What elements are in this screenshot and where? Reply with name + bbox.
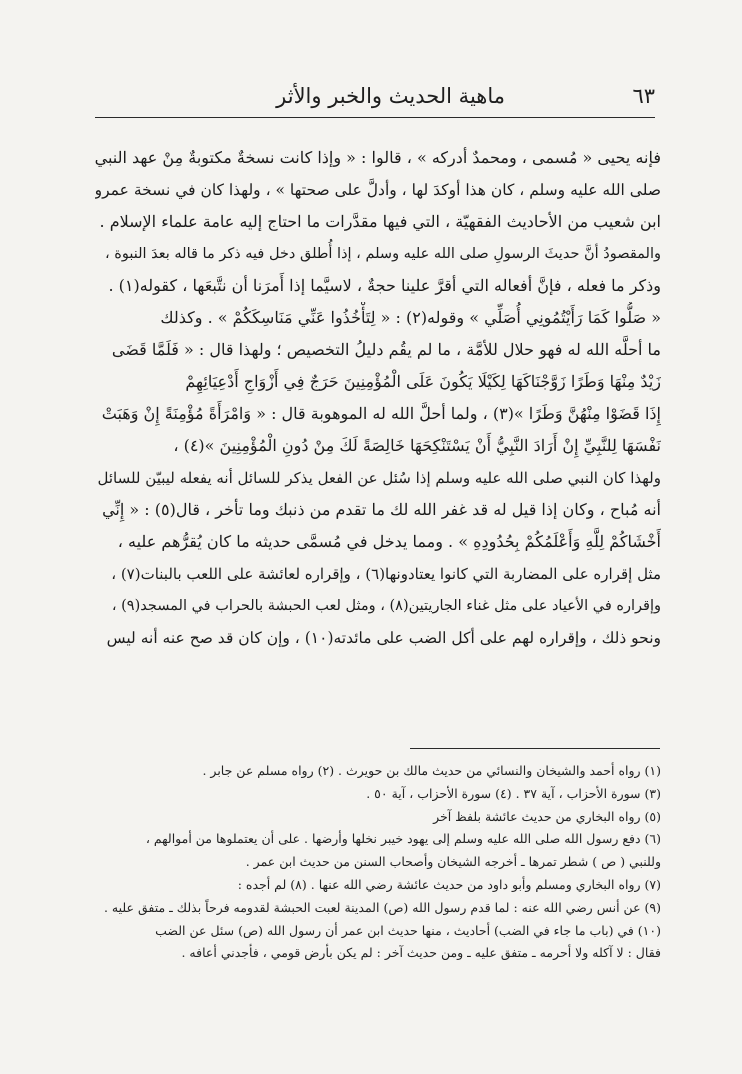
main-text — [95, 142, 661, 654]
body-line: نَفْسَهَا لِلنَّبِيِّ إِنْ أَرَادَ النَّبِيُّ أَنْ يَسْتَنْكِحَهَا خَالِصَةً لَكَ مِنْ دُونِ الْمُؤْمِنِينَ »(٤) ، — [173, 436, 661, 455]
footnote-line: (١٠) في (باب ما جاء في الضب) أحاديث ، منها حديث ابن عمر أن رسول الله (ص) سئل عن الضب — [155, 922, 661, 938]
running-header — [95, 78, 655, 116]
header-divider — [95, 117, 655, 118]
body-line: صلى الله عليه وسلم ، كان هذا أوكدَ لها ، وأدلَّ على صحتها » ، ولهذا كان في نسخة عمرو — [95, 181, 661, 199]
body-line: ولهذا كان النبي صلى الله عليه وسلم إذا سُئل عن الفعل يذكر للسائل أنه يفعله ليبيّن للسائل — [97, 469, 661, 487]
footnote-line: فقال : لا آكله ولا أحرمه ـ متفق عليه ـ ومن حديث آخر : لم يكن بأرض قومي ، فأجدني أعافه . — [181, 945, 661, 961]
footnote-line: (٧) رواه البخاري ومسلم وأبو داود من حديث عائشة رضي الله عنها . (٨) لم أجده : — [237, 876, 661, 892]
body-line: زَيْدٌ مِنْهَا وَطَرًا زَوَّجْنَاكَهَا لِكَيْلَا يَكُونَ عَلَى الْمُؤْمِنِينَ حَرَجٌ فِي أَزْوَاجِ أَدْعِيَائِهِمْ — [185, 372, 661, 391]
running-title: ماهية الحديث والخبر والأثر — [276, 84, 505, 108]
body-line: فإنه يحيى « مُسمى ، ومحمدٌ أدركه » ، قالوا : « وإذا كانت نسخةٌ مكتوبةٌ مِنْ عهد النبي — [95, 148, 661, 167]
footnote-line: (٩) عن أنس رضي الله عنه : لما قدم رسول الله (ص) المدينة لعبت الحبشة لقدومه فرحاً بذلك ـ متفق عليه . — [103, 899, 661, 915]
body-line: إِذَا قَضَوْا مِنْهُنَّ وَطَرًا »(٣) ، ولما أحلَّ الله له الموهوبة قال : « وَامْرَأَةً مُؤْمِنَةً إِنْ وَهَبَتْ — [101, 404, 661, 423]
body-line: وذكر ما فعله ، فإنَّ أفعاله التي أقرَّ علينا حجةٌ ، لاسيَّما إذا أَمرَنا أن نتَّبعَها ، كقوله(١) . — [108, 276, 661, 295]
footnote-line: وللنبي ( ص ) شطر تمرها ـ أخرجه الشيخان وأصحاب السنن من حديث ابن عمر . — [245, 854, 661, 870]
footnote-line: (٥) رواه البخاري من حديث عائشة بلفظ آخر — [433, 808, 661, 824]
body-line: مثل إقراره على المضاربة التي كانوا يعتادونها(٦) ، وإقراره لعائشة على اللعب بالبنات(٧) ، — [111, 565, 661, 583]
body-line: ابن شعيب من الأحاديث الفقهيّة ، التي فيها مقدَّرات ما احتاج إليه عامة علماء الإسلام . — [99, 212, 661, 231]
footnote-line: (٦) دفع رسول الله صلى الله عليه وسلم إلى يهود خيبر نخلها وأرضها . على أن يعتملوها من أموالهم ، — [145, 831, 661, 847]
body-line: أنه مُباح ، وكان إذا قيل له قد غفر الله لك ما تقدم من ذنبك وما تأخر ، قال(٥) : « إِنِّي — [102, 500, 661, 519]
body-line: وإقراره في الأعياد على مثل غناء الجاريتين(٨) ، ومثل لعب الحبشة بالحراب في المسجد(٩) ، — [111, 598, 661, 614]
body-line: والمقصودُ أنَّ حديثَ الرسولِ صلى الله عليه وسلم ، إذا أُطلق دخل فيه ذكر ما قاله بعدَ النبوة ، — [104, 246, 661, 262]
body-line: ونحو ذلك ، وإقراره لهم على أكل الضب على مائدته(١٠) ، وإن كان قد صح عنه أنه ليس — [106, 629, 661, 647]
body-line: ما أحلَّه الله له فهو حلال للأمَّة ، ما لم يقُم دليلُ التخصيص ؛ ولهذا قال : « فَلَمَّا قَضَى — [111, 340, 661, 359]
footnote-line: (٣) سورة الأحزاب ، آية ٣٧ . (٤) سورة الأحزاب ، آية ٥٠ . — [366, 785, 661, 801]
body-line: أَخْشَاكُمْ لِلَّهِ وَأَعْلَمُكُمْ بِحُدُودِهِ » . ومما يدخل في مُسمَّى حديثه ما كان يُقرُّهم عليه ، — [117, 532, 661, 551]
footnote-line: (١) رواه أحمد والشيخان والنسائي من حديث مالك بن حويرث . (٢) رواه مسلم عن جابر . — [202, 763, 661, 778]
footnotes — [95, 760, 661, 965]
page-number: ٦٣ — [632, 84, 655, 108]
body-line: « صَلُّوا كَمَا رَأَيْتُمُونِي أُصَلِّي » وقوله(٢) : « لِتَأْخُذُوا عَنِّي مَنَاسِكَكُمْ » . وكذلك — [160, 308, 661, 327]
footnote-divider — [410, 748, 660, 749]
